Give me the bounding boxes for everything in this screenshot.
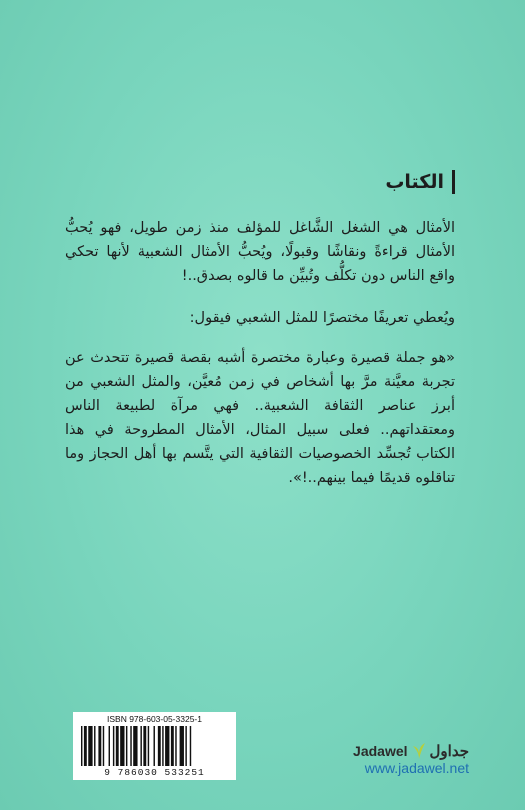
leaf-sprout-icon	[412, 742, 426, 760]
barcode-bar	[154, 726, 155, 766]
barcode-bar	[175, 726, 176, 766]
barcode-bar	[113, 726, 114, 766]
barcode-bar	[116, 726, 119, 766]
isbn-barcode	[73, 712, 236, 780]
barcode-bar	[84, 726, 87, 766]
barcode-bar	[126, 726, 127, 766]
barcode-digits: 9 786030 533251	[104, 767, 205, 778]
section-title: الكتاب	[385, 170, 455, 194]
definition-quote-paragraph: «هو جملة قصيرة وعبارة مختصرة أشبه بقصة قصيرة تتحدث عن تجربة معيَّنة مرَّ بها أشخاص في زمن مُعيَّن، والمثل الشعبي من أبرز عناصر الثقافة الشعبية.. فهي مرآة لطبيعة الناس ومعتقداتهم.. فعلى سبيل المثال، الأمثال المطروحة في هذا الكتاب تُجسِّد الخصوصيات الثقافية التي يتَّسم بها أهل الحجاز وما تناقلوه قديمًا فيما بينهم..!».	[65, 350, 455, 486]
definition-lead-paragraph: ويُعطي تعريفًا مختصرًا للمثل الشعبي فيقول:	[189, 310, 455, 326]
publisher-name-arabic: جداول	[429, 743, 469, 760]
barcode-bar	[88, 726, 92, 766]
barcode-bar	[94, 726, 95, 766]
publisher-name-latin: Jadawel	[353, 743, 408, 759]
barcode-bar	[103, 726, 104, 766]
barcode-bar	[185, 726, 186, 766]
barcode-bar	[98, 726, 101, 766]
barcode-bar	[171, 726, 174, 766]
publisher-logo	[353, 742, 469, 776]
barcode-bar	[190, 726, 191, 766]
barcode-bar	[158, 726, 161, 766]
barcode-bar	[140, 726, 141, 766]
intro-paragraph: الأمثال هي الشغل الشَّاغل للمؤلف منذ زمن طويل، فهو يُحبُّ الأمثال قراءةً ونقاشًا وقبولًا، ويُحبُّ الأمثال الشعبية لأنها تحكي واقع الناس دون تكلُّف وتُبيِّن ما قالوه بصدق..!	[65, 220, 455, 284]
barcode-bar	[143, 726, 146, 766]
barcode-bar	[133, 726, 137, 766]
barcode-bar	[120, 726, 124, 766]
barcode-bars	[81, 726, 228, 766]
barcode-bar	[81, 726, 82, 766]
barcode-bar	[162, 726, 163, 766]
publisher-url[interactable]: www.jadawel.net	[364, 760, 469, 776]
barcode-bar	[180, 726, 184, 766]
barcode-bar	[148, 726, 149, 766]
barcode-bar	[165, 726, 169, 766]
barcode-bar	[109, 726, 110, 766]
barcode-bar	[130, 726, 131, 766]
isbn-label: ISBN 978-603-05-3325-1	[107, 714, 202, 724]
